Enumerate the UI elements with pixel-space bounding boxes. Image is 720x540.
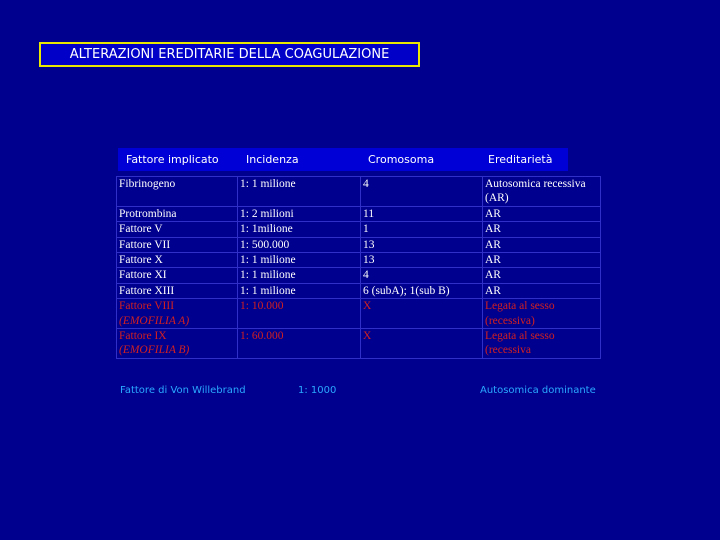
factor-cell — [117, 206, 238, 221]
factor-cell-text: Fattore XIII — [119, 284, 175, 297]
chromosome-cell-text: 1 — [363, 223, 369, 236]
chromosome-cell-text: 13 — [363, 254, 375, 267]
inheritance-cell — [483, 237, 601, 252]
vwf-factor: Fattore di Von Willebrand — [120, 385, 246, 396]
factor-cell-text: Fattore VIII — [119, 300, 175, 313]
inheritance-cell-subtext: (recessiva — [485, 344, 531, 357]
incidence-cell-text: 1: 10.000 — [240, 300, 284, 313]
inheritance-cell-text: AR — [485, 269, 501, 282]
incidence-cell — [238, 206, 361, 221]
slide-title: ALTERAZIONI EREDITARIE DELLA COAGULAZIONE — [39, 42, 420, 67]
inheritance-cell — [483, 268, 601, 283]
chromosome-cell — [361, 299, 483, 329]
header-factor: Fattore implicato — [126, 153, 219, 166]
factor-cell-subtext: (EMOFILIA B) — [119, 344, 190, 357]
incidence-cell — [238, 237, 361, 252]
inheritance-cell — [483, 222, 601, 237]
table-row — [117, 283, 601, 298]
chromosome-cell — [361, 222, 483, 237]
inheritance-cell-text: AR — [485, 254, 501, 267]
table-row — [117, 253, 601, 268]
incidence-cell-text: 1: 1milione — [240, 223, 293, 236]
inheritance-cell-subtext: (recessiva) — [485, 314, 535, 327]
table-row — [117, 268, 601, 283]
chromosome-cell-text: X — [363, 300, 372, 313]
inheritance-cell — [483, 299, 601, 329]
incidence-cell-text: 1: 500.000 — [240, 238, 290, 251]
incidence-cell — [238, 283, 361, 298]
incidence-cell-text: 1: 1 milione — [240, 269, 296, 282]
inheritance-cell — [483, 329, 601, 359]
inheritance-cell-text: Autosomica recessiva — [485, 178, 586, 190]
factor-cell-text: Fibrinogeno — [119, 178, 176, 190]
factor-cell — [117, 283, 238, 298]
incidence-cell-text: 1: 1 milione — [240, 254, 296, 267]
factor-cell — [117, 299, 238, 329]
table-row — [117, 222, 601, 237]
inheritance-cell-text: AR — [485, 207, 501, 220]
inheritance-cell-text: Legata al sesso — [485, 330, 555, 343]
table-row — [117, 329, 601, 359]
factor-cell-text: Protrombina — [119, 207, 177, 220]
factor-cell-text: Fattore XI — [119, 269, 167, 282]
chromosome-cell — [361, 283, 483, 298]
incidence-cell-text: 1: 60.000 — [240, 330, 284, 343]
chromosome-cell — [361, 206, 483, 221]
chromosome-cell-text: 13 — [363, 238, 375, 251]
table-row — [117, 177, 601, 207]
factor-cell — [117, 222, 238, 237]
table-header — [118, 148, 568, 171]
incidence-cell-text: 1: 1 milione — [240, 284, 296, 297]
incidence-cell — [238, 268, 361, 283]
header-incidence: Incidenza — [246, 153, 299, 166]
incidence-cell-text: 1: 2 milioni — [240, 207, 294, 220]
inheritance-cell — [483, 283, 601, 298]
table-row — [117, 206, 601, 221]
factor-cell-text: Fattore VII — [119, 238, 171, 251]
inheritance-cell — [483, 253, 601, 268]
factor-cell-text: Fattore IX — [119, 330, 167, 343]
chromosome-cell-text: X — [363, 330, 372, 343]
factor-cell — [117, 237, 238, 252]
factor-cell-text: Fattore V — [119, 223, 163, 236]
incidence-cell — [238, 329, 361, 359]
chromosome-cell-text: 11 — [363, 207, 375, 220]
factor-cell — [117, 268, 238, 283]
chromosome-cell — [361, 177, 483, 207]
factor-cell — [117, 177, 238, 207]
header-inheritance: Ereditarietà — [488, 153, 553, 166]
inheritance-cell-text: AR — [485, 223, 501, 236]
inheritance-cell-subtext: (AR) — [485, 192, 509, 205]
factor-cell-subtext: (EMOFILIA A) — [119, 314, 190, 327]
vwf-inheritance: Autosomica dominante — [480, 385, 596, 396]
factor-cell — [117, 253, 238, 268]
chromosome-cell — [361, 237, 483, 252]
chromosome-cell — [361, 268, 483, 283]
header-chromosome: Cromosoma — [368, 153, 435, 166]
incidence-cell — [238, 177, 361, 207]
incidence-cell — [238, 222, 361, 237]
inheritance-cell — [483, 206, 601, 221]
inheritance-cell-text: AR — [485, 284, 501, 297]
inheritance-cell — [483, 177, 601, 207]
chromosome-cell — [361, 253, 483, 268]
factor-cell — [117, 329, 238, 359]
table-row — [117, 299, 601, 329]
incidence-cell-text: 1: 1 milione — [240, 178, 296, 190]
incidence-cell — [238, 253, 361, 268]
incidence-cell — [238, 299, 361, 329]
factor-cell-text: Fattore X — [119, 254, 163, 267]
table-row — [117, 237, 601, 252]
coagulation-table — [116, 176, 601, 359]
vwf-incidence: 1: 1000 — [298, 385, 337, 396]
chromosome-cell — [361, 329, 483, 359]
chromosome-cell-text: 4 — [363, 178, 369, 190]
chromosome-cell-text: 6 (subA); 1(sub B) — [363, 284, 450, 297]
chromosome-cell-text: 4 — [363, 269, 369, 282]
inheritance-cell-text: Legata al sesso — [485, 300, 555, 313]
inheritance-cell-text: AR — [485, 238, 501, 251]
